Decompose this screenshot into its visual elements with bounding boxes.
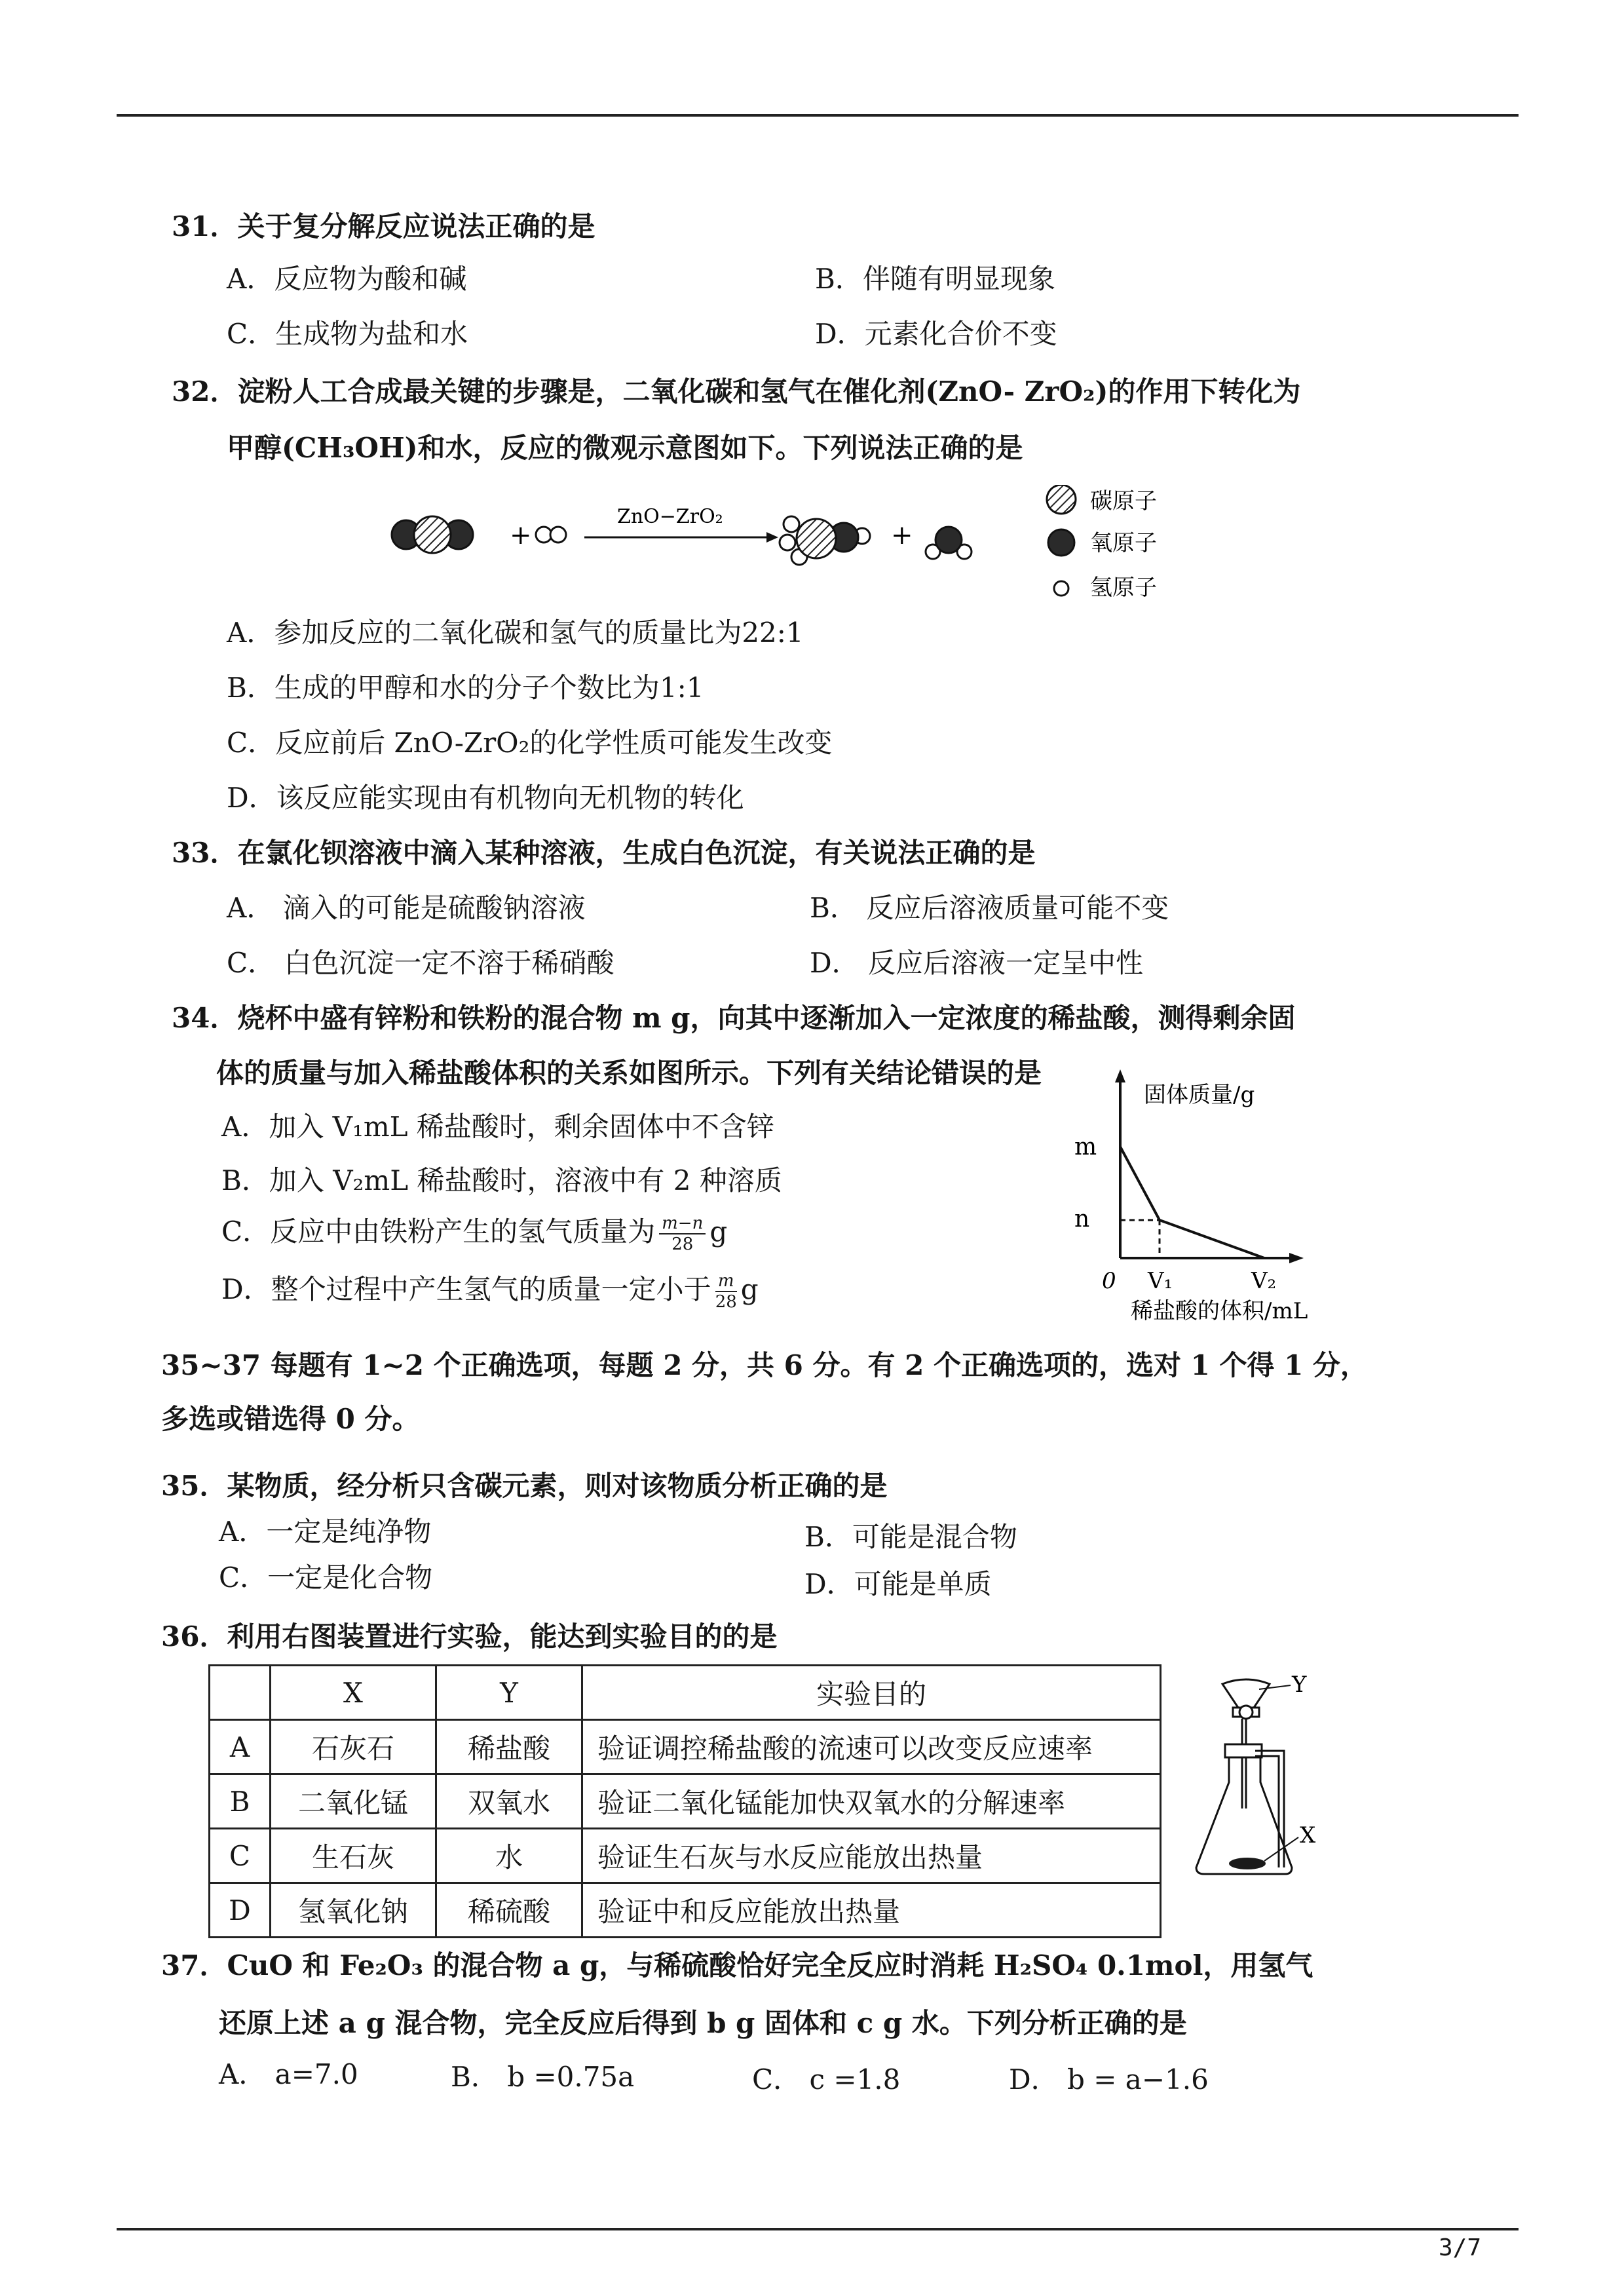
q35-option-d: D．可能是单质 — [804, 1568, 992, 1600]
q37-option-a: A． a=7.0 — [219, 2058, 358, 2090]
table-cell: 验证二氧化锰能加快双氧水的分解速率 — [582, 1774, 1161, 1829]
q35-option-b: B．可能是混合物 — [804, 1521, 1017, 1553]
table-cell: 验证生石灰与水反应能放出热量 — [582, 1829, 1161, 1883]
q33-option-d: D． 反应后溶液一定呈中性 — [810, 947, 1144, 979]
q33-stem: 33．在氯化钡溶液中滴入某种溶液，生成白色沉淀，有关说法正确的是 — [172, 837, 1036, 869]
table-cell: 水 — [436, 1829, 582, 1883]
q31-option-b: B．伴随有明显现象 — [815, 263, 1055, 295]
plus-sign-1: + — [510, 520, 532, 550]
table-cell: 氢氧化钠 — [271, 1883, 436, 1938]
origin-label: 0 — [1102, 1268, 1116, 1294]
unit-g: g — [709, 1215, 728, 1248]
water-molecule — [926, 527, 972, 559]
section-instruction-line1: 35~37 每题有 1~2 个正确选项，每题 2 分，共 6 分。有 2 个正确选项的，选对 1 个得 1 分， — [161, 1349, 1368, 1381]
q34-option-c-text: C．反应中由铁粉产生的氢气质量为 — [221, 1215, 656, 1248]
table-cell: 双氧水 — [436, 1774, 582, 1829]
legend-carbon-icon — [1047, 485, 1076, 514]
mass-line — [1120, 1147, 1264, 1258]
q34-stem-line1: 34．烧杯中盛有锌粉和铁粉的混合物 m g，向其中逐渐加入一定浓度的稀盐酸，测得剩余固 — [172, 1002, 1296, 1034]
q32-stem-line2: 甲醇(CH₃OH)和水，反应的微观示意图如下。下列说法正确的是 — [227, 432, 1023, 464]
legend-oxygen-label: 氧原子 — [1090, 530, 1157, 556]
h2-molecule — [536, 527, 566, 543]
y-tick-m: m — [1074, 1134, 1097, 1160]
table-header-cell: Y — [436, 1666, 582, 1720]
q34-option-d-text: D．整个过程中产生氢气的质量一定小于 — [221, 1273, 711, 1305]
q31-stem: 31．关于复分解反应说法正确的是 — [172, 210, 595, 242]
table-row — [210, 1829, 1161, 1883]
table-row — [210, 1720, 1161, 1774]
table-cell: 二氧化锰 — [271, 1774, 436, 1829]
q36-stem: 36．利用右图装置进行实验，能达到实验目的的是 — [161, 1620, 778, 1653]
table-cell: 石灰石 — [271, 1720, 436, 1774]
methanol-molecule — [780, 516, 870, 565]
q32-option-b: B．生成的甲醇和水的分子个数比为1:1 — [227, 672, 704, 704]
q33-option-a: A． 滴入的可能是硫酸钠溶液 — [227, 892, 586, 924]
y-axis-label: 固体质量/g — [1144, 1082, 1255, 1108]
apparatus-icon — [1192, 1671, 1336, 1887]
x-axis-label: 稀盐酸的体积/mL — [1131, 1298, 1308, 1324]
top-rule — [117, 114, 1519, 117]
q33-option-b: B． 反应后溶液质量可能不变 — [810, 892, 1169, 924]
x-tick-v1: V₁ — [1148, 1268, 1173, 1294]
apparatus-label-y: Y — [1292, 1672, 1307, 1698]
table-cell: 验证调控稀盐酸的流速可以改变反应速率 — [582, 1720, 1161, 1774]
q37-option-d: D． b = a−1.6 — [1009, 2063, 1209, 2095]
experiment-table — [208, 1664, 1161, 1938]
page-number: 3/7 — [1438, 2234, 1481, 2261]
q37-stem-line1: 37．CuO 和 Fe₂O₃ 的混合物 a g，与稀硫酸恰好完全反应时消耗 H₂SO₄ 0.1mol，用氢气 — [161, 1949, 1313, 1981]
table-cell: 稀盐酸 — [436, 1720, 582, 1774]
q37-stem-line2: 还原上述 a g 混合物，完全反应后得到 b g 固体和 c g 水。下列分析正确的是 — [219, 2007, 1187, 2039]
bottom-rule — [117, 2228, 1519, 2230]
legend-hydrogen-icon — [1054, 581, 1068, 596]
unit-g: g — [740, 1273, 759, 1305]
table-header-cell — [210, 1666, 271, 1720]
table-cell: D — [210, 1883, 271, 1938]
q34-option-d — [221, 1271, 759, 1312]
table-cell: A — [210, 1720, 271, 1774]
table-cell: 稀硫酸 — [436, 1883, 582, 1938]
q33-option-c: C． 白色沉淀一定不溶于稀硝酸 — [227, 947, 614, 979]
table-cell: B — [210, 1774, 271, 1829]
q37-option-c: C． c =1.8 — [752, 2063, 901, 2095]
section-instruction-line2: 多选或错选得 0 分。 — [161, 1403, 420, 1435]
q35-option-a: A．一定是纯净物 — [219, 1516, 432, 1548]
table-header-cell: X — [271, 1666, 436, 1720]
co2-molecule — [392, 516, 473, 553]
q32-option-c: C．反应前后 ZnO-ZrO₂的化学性质可能发生改变 — [227, 727, 833, 759]
q34-option-b: B．加入 V₂mL 稀盐酸时，溶液中有 2 种溶质 — [221, 1164, 782, 1196]
table-row — [210, 1774, 1161, 1829]
table-cell: C — [210, 1829, 271, 1883]
table-header-row — [210, 1666, 1161, 1720]
fraction-m-over-28: $\frac{m}{28}$ — [715, 1271, 737, 1312]
q35-stem: 35．某物质，经分析只含碳元素，则对该物质分析正确的是 — [161, 1470, 888, 1502]
table-header-cell: 实验目的 — [582, 1666, 1161, 1720]
q34-stem-line2: 体的质量与加入稀盐酸体积的关系如图所示。下列有关结论错误的是 — [216, 1057, 1042, 1089]
plus-sign-2: + — [891, 520, 913, 550]
table-cell: 生石灰 — [271, 1829, 436, 1883]
table-row — [210, 1883, 1161, 1938]
q32-stem-line1: 32．淀粉人工合成最关键的步骤是，二氧化碳和氢气在催化剂(ZnO- ZrO₂)的作用下转化为 — [172, 375, 1301, 408]
q32-option-d: D．该反应能实现由有机物向无机物的转化 — [227, 782, 744, 814]
legend-hydrogen-label: 氢原子 — [1090, 575, 1157, 601]
reaction-diagram — [387, 485, 1192, 616]
q31-option-a: A．反应物为酸和碱 — [227, 263, 467, 295]
q34-option-c — [221, 1214, 727, 1254]
legend-carbon-label: 碳原子 — [1090, 488, 1157, 514]
mass-volume-graph — [1061, 1068, 1336, 1330]
q31-option-d: D．元素化合价不变 — [815, 318, 1057, 350]
y-tick-n: n — [1074, 1206, 1090, 1233]
fraction-m-minus-n-over-28: $\frac{m-n}{28}$ — [659, 1214, 706, 1254]
x-tick-v2: V₂ — [1251, 1268, 1277, 1294]
catalyst-label: ZnO−ZrO₂ — [617, 505, 723, 528]
legend-oxygen-icon — [1048, 529, 1074, 556]
q34-option-a: A．加入 V₁mL 稀盐酸时，剩余固体中不含锌 — [221, 1111, 774, 1143]
q31-option-c: C．生成物为盐和水 — [227, 318, 468, 350]
table-cell: 验证中和反应能放出热量 — [582, 1883, 1161, 1938]
q32-option-a: A．参加反应的二氧化碳和氢气的质量比为22:1 — [227, 617, 804, 649]
q35-option-c: C．一定是化合物 — [219, 1561, 433, 1594]
apparatus-label-x: X — [1300, 1822, 1316, 1848]
q37-option-b: B． b =0.75a — [451, 2061, 635, 2093]
